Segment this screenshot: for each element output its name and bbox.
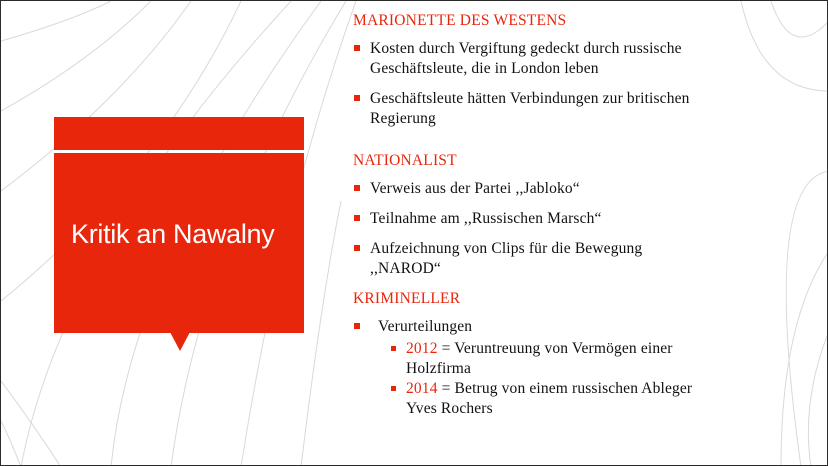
square-bullet-icon bbox=[391, 386, 396, 391]
year-label: 2012 bbox=[406, 340, 438, 357]
square-bullet-icon bbox=[354, 215, 360, 221]
bullet-line: Regierung bbox=[370, 110, 436, 127]
sub-bullet-line: Holzfirma bbox=[406, 360, 472, 377]
bullet-line: Aufzeichnung von Clips für die Bewegung bbox=[370, 240, 643, 257]
sub-bullet-line bbox=[406, 379, 813, 399]
section-marionette bbox=[353, 11, 813, 129]
square-bullet-icon bbox=[391, 346, 396, 351]
list-item bbox=[353, 179, 813, 199]
content-area bbox=[353, 11, 813, 419]
slide-title: Kritik an Nawalny bbox=[71, 219, 275, 249]
list-item bbox=[353, 239, 813, 279]
square-bullet-icon bbox=[354, 45, 360, 51]
bullet-line: Kosten durch Vergiftung gedeckt durch russische bbox=[370, 40, 682, 57]
year-label: 2014 bbox=[406, 380, 438, 397]
sub-list-item bbox=[353, 379, 813, 419]
square-bullet-icon bbox=[354, 95, 360, 101]
bullet-line: ,,NAROD“ bbox=[370, 260, 441, 277]
bullet-line: Geschäftsleute hätten Verbindungen zur britischen bbox=[370, 90, 690, 107]
list-item bbox=[353, 317, 813, 337]
sub-bullet-text: = Veruntreuung von Vermögen einer bbox=[437, 340, 673, 357]
list-item bbox=[353, 209, 813, 229]
sub-bullet-line: Yves Rochers bbox=[406, 400, 493, 417]
square-bullet-icon bbox=[354, 185, 360, 191]
section-heading: MARIONETTE DES WESTENS bbox=[353, 12, 567, 29]
section-heading: KRIMINELLER bbox=[353, 290, 461, 307]
list-item bbox=[353, 39, 813, 79]
list-item bbox=[353, 89, 813, 129]
sub-bullet-text: = Betrug von einem russischen Ableger bbox=[437, 380, 693, 397]
square-bullet-icon bbox=[354, 245, 360, 251]
square-bullet-icon bbox=[354, 323, 360, 329]
section-nationalist bbox=[353, 151, 813, 279]
bullet-line: Verweis aus der Partei ,,Jabloko“ bbox=[370, 180, 580, 197]
bullet-line: Verurteilungen bbox=[378, 318, 473, 335]
bullet-line: Geschäftsleute, die in London leben bbox=[370, 60, 599, 77]
title-pointer-triangle bbox=[170, 332, 190, 351]
bullet-line: Teilnahme am ,,Russischen Marsch“ bbox=[370, 210, 602, 227]
section-heading: NATIONALIST bbox=[353, 152, 457, 169]
sub-list-item bbox=[353, 339, 813, 379]
title-accent-strip bbox=[54, 117, 304, 150]
sub-bullet-line bbox=[406, 339, 813, 359]
section-krimineller bbox=[353, 289, 813, 419]
